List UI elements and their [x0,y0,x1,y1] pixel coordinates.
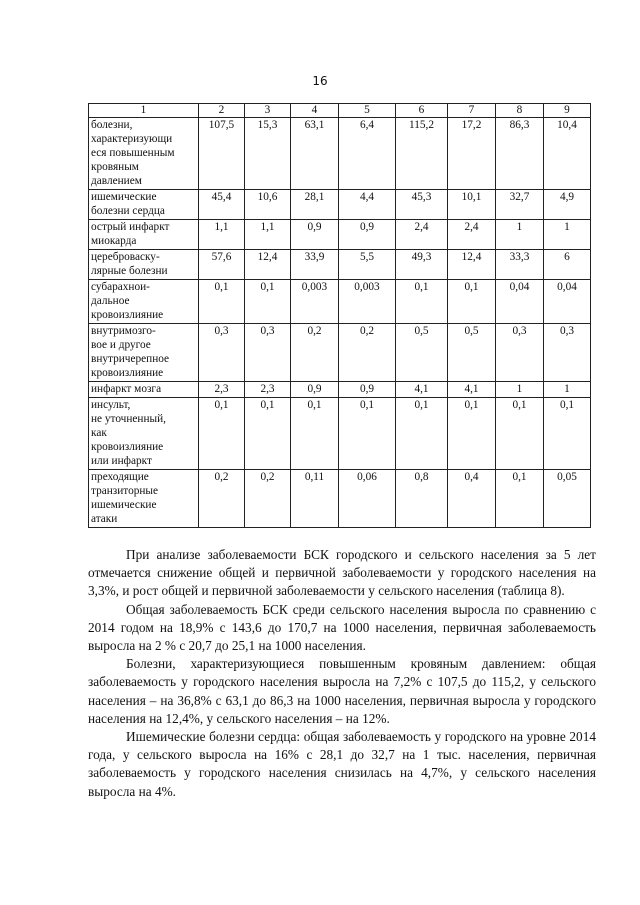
row-label [89,280,199,324]
table-row [89,190,591,220]
table-cell: 12,4 [245,250,291,280]
table-cell: 0,9 [339,382,396,398]
table-row [89,220,591,250]
body-text [88,546,596,801]
table-cell: 4,1 [448,382,496,398]
paragraph: Общая заболеваемость БСК среди сельского населения выросла по сравнению с 2014 годом на 18,9% с 143,6 до 170,7 на 1000 населения, первичная заболеваемость выросла на 2 % с 20,7 до 25,1 на 1000 населения. [88,601,596,654]
table-cell: 5,5 [339,250,396,280]
row-label [89,382,199,398]
table-cell: 0,1 [245,280,291,324]
table-cell: 12,4 [448,250,496,280]
row-label-line: инсульт, [91,399,131,411]
row-label [89,324,199,382]
table-row [89,470,591,528]
table-cell: 2,4 [396,220,448,250]
table-cell: 1 [544,220,591,250]
table-cell: 0,5 [396,324,448,382]
paragraph: Ишемические болезни сердца: общая заболеваемость у городского на уровне 2014 года, у сельского выросла на 16% с 28,1 до 32,7 на 1 тыс. населения, первичная заболеваемость у городского населения снизилась на 4,7%, у сельского населения выросла на 4%. [88,729,596,799]
row-label [89,470,199,528]
table-cell: 1 [544,382,591,398]
table-cell: 1,1 [199,220,245,250]
table-cell: 45,4 [199,190,245,220]
table-row [89,280,591,324]
row-label-line: дальное [91,295,130,307]
row-label-line: ишемические [91,499,157,511]
table-cell: 1 [496,382,544,398]
table-cell: 0,5 [448,324,496,382]
row-label-line: кровоизлияние [91,367,164,379]
column-header: 7 [448,104,496,118]
table-cell: 57,6 [199,250,245,280]
table-cell: 115,2 [396,118,448,190]
row-label-line: транзиторные [91,485,159,497]
row-label-line: преходящие [91,471,149,483]
table-cell: 0,1 [199,280,245,324]
table-cell: 0,1 [291,398,339,470]
row-label-line: еся повышенным [91,147,175,159]
row-label-line: кровяным [91,161,139,173]
row-label-line: болезни сердца [91,205,165,217]
row-label-line: субарахнои- [91,281,150,293]
row-label [89,220,199,250]
table-cell: 0,11 [291,470,339,528]
table-cell: 4,4 [339,190,396,220]
table-row [89,398,591,470]
table-row [89,250,591,280]
table-cell: 0,9 [291,382,339,398]
table-cell: 1 [496,220,544,250]
table-cell: 0,003 [339,280,396,324]
table-cell: 45,3 [396,190,448,220]
row-label-line: внутримозго- [91,325,156,337]
column-header: 4 [291,104,339,118]
table-cell: 10,4 [544,118,591,190]
column-header: 3 [245,104,291,118]
table-cell: 28,1 [291,190,339,220]
table-cell: 0,04 [496,280,544,324]
row-label [89,190,199,220]
row-label-line: кровоизлияние [91,441,164,453]
table-cell: 17,2 [448,118,496,190]
page-number: 16 [312,74,328,88]
table-cell: 0,1 [496,470,544,528]
table-cell: 0,3 [245,324,291,382]
row-label-line: ишемические [91,191,157,203]
row-label [89,118,199,190]
table-cell: 0,8 [396,470,448,528]
table-cell: 0,1 [396,398,448,470]
table-cell: 0,2 [199,470,245,528]
table-body [89,118,591,528]
table-cell: 2,3 [199,382,245,398]
table-cell: 1,1 [245,220,291,250]
table-cell: 33,3 [496,250,544,280]
table-cell: 15,3 [245,118,291,190]
table-row [89,118,591,190]
table-cell: 0,1 [448,280,496,324]
table-cell: 0,2 [245,470,291,528]
row-label [89,250,199,280]
table-cell: 0,1 [339,398,396,470]
table-cell: 0,05 [544,470,591,528]
paragraph: При анализе заболеваемости БСК городского и сельского населения за 5 лет отмечается снижение общей и первичной заболеваемости у городского населения на 3,3%, и рост общей и первичной заболеваемости у сельского населения (таблица 8). [88,547,596,599]
table-cell: 0,9 [291,220,339,250]
table-cell: 0,003 [291,280,339,324]
table-cell: 0,1 [245,398,291,470]
table-row [89,324,591,382]
row-label-line: кровоизлияние [91,309,164,321]
table-cell: 33,9 [291,250,339,280]
table-cell: 86,3 [496,118,544,190]
row-label-line: внутричерепное [91,353,170,365]
row-label-line: болезни, [91,119,133,131]
row-label-line: миокарда [91,235,137,247]
row-label-line: острый инфаркт [91,221,170,233]
table-header-row [89,104,591,118]
paragraph: Болезни, характеризующиеся повышенным кровяным давлением: общая заболеваемость у городского населения выросла на 7,2% с 107,5 до 115,2, у сельского населения – на 36,8% с 63,1 до 86,3 на 1000 населения, первичная выросла у городского населения на 12,4%, у сельского населения – на 12%. [88,656,596,726]
column-header: 6 [396,104,448,118]
table-cell: 0,3 [544,324,591,382]
table-cell: 49,3 [396,250,448,280]
table-cell: 0,3 [496,324,544,382]
column-header: 5 [339,104,396,118]
row-label-line: инфаркт мозга [91,383,162,395]
table-cell: 0,1 [544,398,591,470]
column-header: 8 [496,104,544,118]
row-label-line: цереброваску- [91,251,160,263]
column-header: 1 [89,104,199,118]
table-cell: 0,2 [291,324,339,382]
row-label-line: давлением [91,175,142,187]
table-cell: 32,7 [496,190,544,220]
row-label-line: не уточненный, [91,413,166,425]
table-cell: 4,1 [396,382,448,398]
row-label-line: характеризующи [91,133,173,145]
table-cell: 0,4 [448,470,496,528]
table-cell: 0,3 [199,324,245,382]
table-cell: 0,1 [396,280,448,324]
table-cell: 2,3 [245,382,291,398]
row-label-line: атаки [91,513,118,525]
column-header: 2 [199,104,245,118]
row-label [89,398,199,470]
table-cell: 10,1 [448,190,496,220]
row-label-line: лярные болезни [91,265,168,277]
row-label-line: вое и другое [91,339,151,351]
table-cell: 0,1 [448,398,496,470]
table-cell: 63,1 [291,118,339,190]
table-cell: 10,6 [245,190,291,220]
table-cell: 2,4 [448,220,496,250]
table-cell: 6,4 [339,118,396,190]
row-label-line: как [91,427,107,439]
table-cell: 0,06 [339,470,396,528]
table-row [89,382,591,398]
table-cell: 4,9 [544,190,591,220]
table-cell: 0,2 [339,324,396,382]
table-cell: 0,1 [496,398,544,470]
table-cell: 107,5 [199,118,245,190]
row-label-line: или инфаркт [91,455,152,467]
table-cell: 0,1 [199,398,245,470]
table-cell: 6 [544,250,591,280]
table-cell: 0,04 [544,280,591,324]
table-cell: 0,9 [339,220,396,250]
column-header: 9 [544,104,591,118]
morbidity-table [88,103,591,528]
